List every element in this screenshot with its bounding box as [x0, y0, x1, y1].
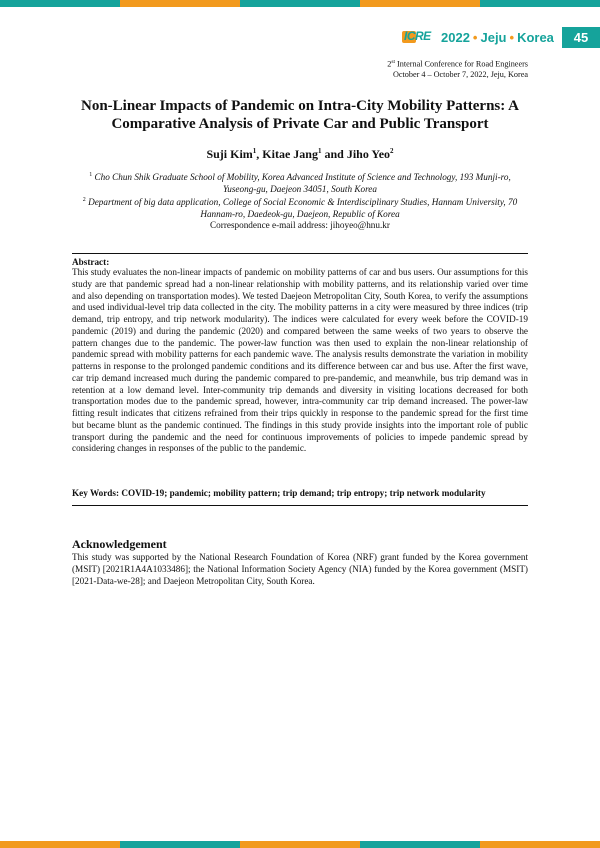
brand-year: 2022 — [441, 29, 470, 45]
author-list: Suji Kim$^1$, Kitae Jang$^1$ and Jiho Yeo$^2$ — [206, 147, 394, 161]
conference-dates: October 4 – October 7, 2022, Jeju, Korea — [392, 69, 528, 79]
brand-country: Korea — [517, 29, 554, 45]
brand-city: Jeju — [480, 29, 507, 45]
author-name: Suji Kim — [206, 147, 253, 161]
acknowledgement-heading: Acknowledgement — [72, 537, 167, 551]
divider — [72, 505, 528, 506]
affiliation: $^2$ Department of big data application, College of Social Economic & Interdisciplinary Studies, Hannam University, 70 Hannam-ro, Daedeok-gu, Daejeon, Republic of Korea — [82, 197, 518, 219]
acknowledgement-body: This study was supported by the National Research Foundation of Korea (NRF) grant funded by the Korea government (MSIT) [2021R1A4A1033486]; the National Information Society Agency (NIA) funded by the Korea government (MSIT) [2021-Data-we-28]; and Daejeon Metropolitan City, South Korea. — [72, 552, 528, 586]
top-color-stripe — [0, 0, 600, 7]
conference-brand — [402, 28, 554, 46]
divider — [72, 253, 528, 254]
conference-name: Internal Conference for Road Engineers — [397, 59, 528, 69]
page-number: 45 — [562, 27, 600, 48]
paper-title: Non-Linear Impacts of Pandemic on Intra-City Mobility Patterns: A Comparative Analysis of Private Car and Public Transport — [80, 98, 520, 132]
brand-dot-icon: • — [472, 29, 478, 45]
correspondence-email: Correspondence e-mail address: jihoyeo@hnu.kr — [210, 220, 390, 230]
affiliation: $^1$ Cho Chun Shik Graduate School of Mobility, Korea Advanced Institute of Science and Technology, 193 Munji-ro, Yuseong-gu, Daejeon 34051, South Korea — [89, 172, 511, 194]
icorc-logo-icon: ICRE — [404, 29, 431, 43]
conference-info: 2st Internal Conference for Road Engineers October 4 – October 7, 2022, Jeju, Korea — [387, 59, 528, 79]
author-name: Kitae Jang — [262, 147, 318, 161]
bottom-color-stripe — [0, 841, 600, 848]
abstract-heading: Abstract: — [72, 257, 110, 267]
brand-dot-icon: • — [509, 29, 515, 45]
keywords: Key Words: COVID-19; pandemic; mobility pattern; trip demand; trip entropy; trip network modularity — [72, 488, 486, 498]
abstract-body: This study evaluates the non-linear impacts of pandemic on mobility patterns of car and bus users. Our assumptions for this study are that pandemic spread had a non-linear relationship with mobility patterns, and its relationship varied over time and also depending on transportation modes). We tested Daejeon Metropolitan City, South Korea, to verify the assumptions and used individual-level trip data collected in the city. The mobility patterns in a city were measured by three indices (trip demand, trip entropy, and trip network modularity). The indices were calculated for every week before the COVID-19 pandemic (2019) and during the pandemic (2020) and compared between the same weeks of two years to observe the pattern changes due to the pandemic. The power-law function was then used to explain the non-linear relationship of pandemic spread with mobility patterns for each pandemic wave. The analysis results demonstrate the variation in mobility patterns in response to the prolonged pandemic conditions and its difference between car and bus use. After the first wave, car trip demand increased much during the pandemic compared to pre-pandemic, and meanwhile, bus trip demand was in retention at a low demand level. Inter-community trip demands and diversity in visiting locations decreased for both transportation modes due to the pandemic spread, however, intra-community car trip demand increased. The power-law fitting result indicates that citizens refrained from their trips quickly in response to the pandemic spread for the first time but became blunt as the pandemic continued. The findings in this study provide insights into the important role of public transport during the pandemic and the need for continuous improvements of policies to impede pandemic spread by considering changes in responses of the public to the pandemic. — [72, 267, 528, 454]
author-name: Jiho Yeo — [346, 147, 391, 161]
